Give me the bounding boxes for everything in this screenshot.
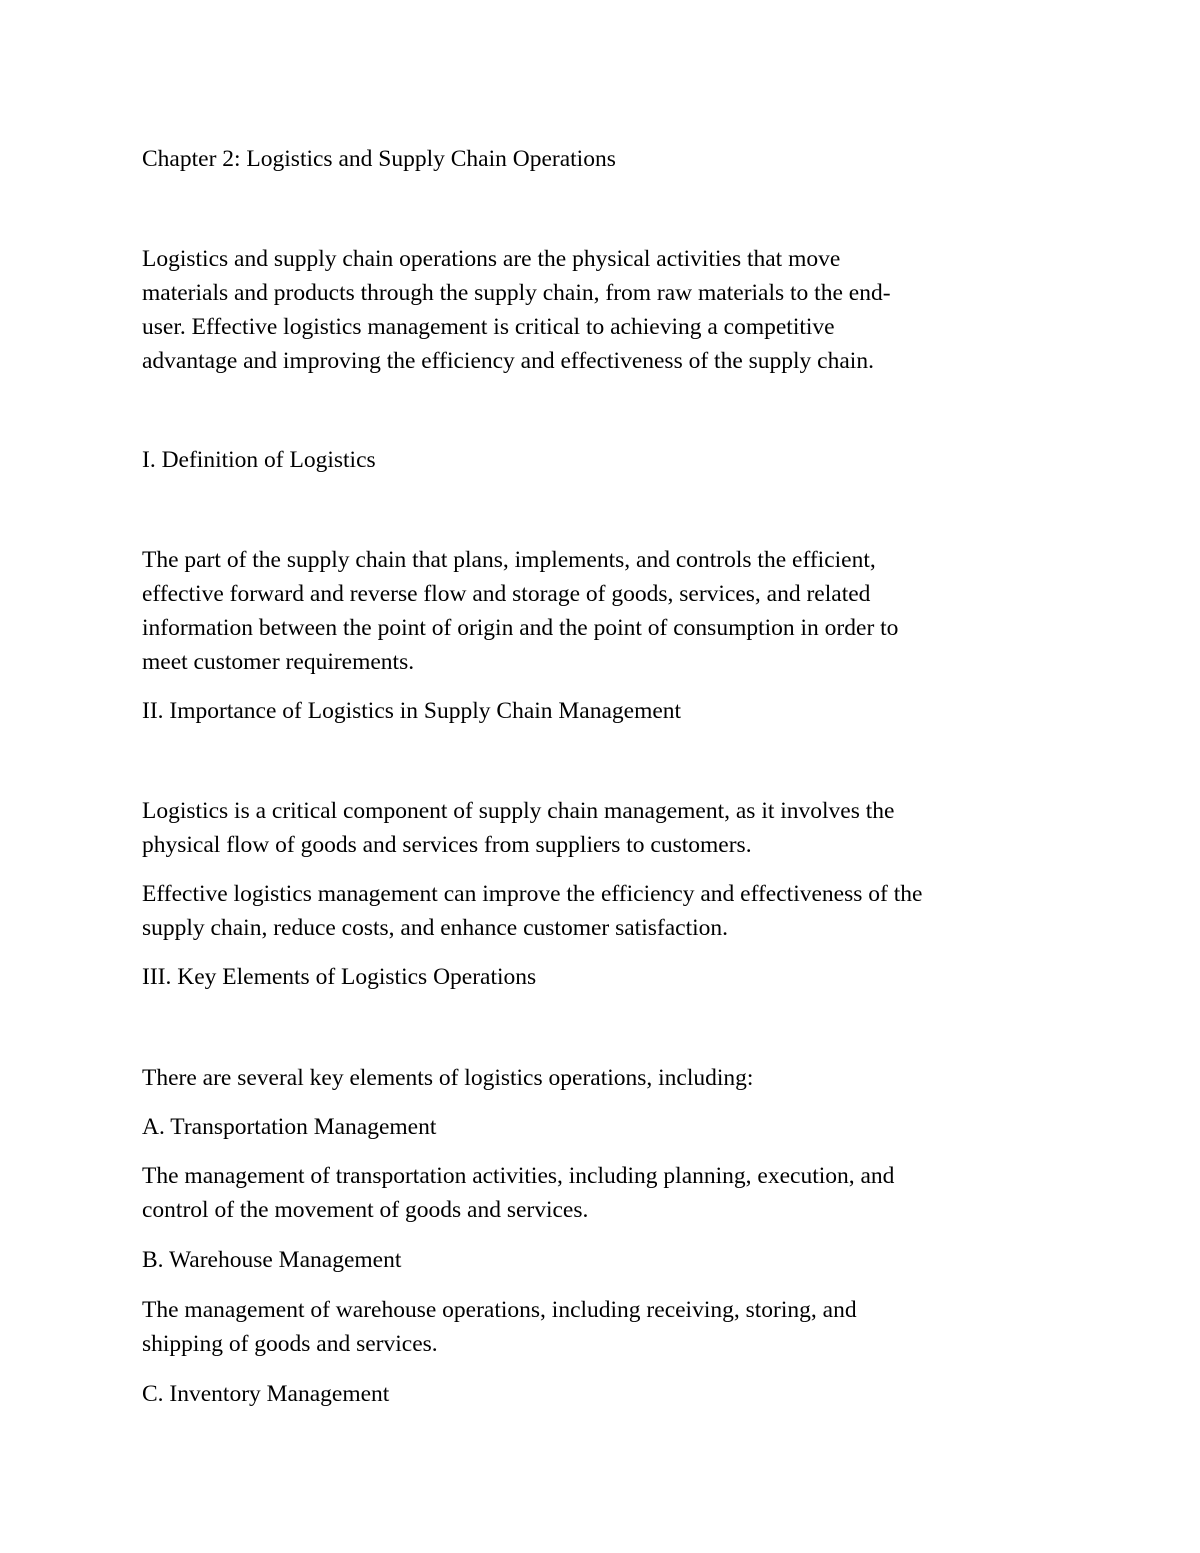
subheading-warehouse: B. Warehouse Management — [142, 1247, 402, 1273]
intro-line: advantage and improving the efficiency and effectiveness of the supply chain. — [142, 348, 874, 374]
importance-line: supply chain, reduce costs, and enhance customer satisfaction. — [142, 915, 728, 941]
intro-line: Logistics and supply chain operations are the physical activities that move — [142, 246, 841, 272]
definition-line: The part of the supply chain that plans, implements, and controls the efficient, — [142, 547, 876, 573]
definition-line: information between the point of origin and the point of consumption in order to — [142, 615, 899, 641]
subheading-transportation: A. Transportation Management — [142, 1114, 437, 1140]
warehouse-line: shipping of goods and services. — [142, 1331, 438, 1357]
key-elements-intro: There are several key elements of logistics operations, including: — [142, 1065, 754, 1091]
importance-line: physical flow of goods and services from suppliers to customers. — [142, 832, 752, 858]
importance-line: Effective logistics management can improve the efficiency and effectiveness of the — [142, 881, 923, 907]
importance-line: Logistics is a critical component of supply chain management, as it involves the — [142, 798, 895, 824]
intro-line: user. Effective logistics management is critical to achieving a competitive — [142, 314, 835, 340]
intro-line: materials and products through the supply chain, from raw materials to the end- — [142, 280, 891, 306]
section-heading-definition: I. Definition of Logistics — [142, 447, 376, 473]
definition-line: meet customer requirements. — [142, 649, 415, 675]
definition-line: effective forward and reverse flow and storage of goods, services, and related — [142, 581, 871, 607]
subheading-inventory: C. Inventory Management — [142, 1381, 390, 1407]
warehouse-line: The management of warehouse operations, including receiving, storing, and — [142, 1297, 857, 1323]
section-heading-key-elements: III. Key Elements of Logistics Operations — [142, 964, 537, 990]
chapter-title: Chapter 2: Logistics and Supply Chain Operations — [142, 146, 616, 172]
section-heading-importance: II. Importance of Logistics in Supply Chain Management — [142, 698, 682, 724]
transportation-line: control of the movement of goods and services. — [142, 1197, 589, 1223]
transportation-line: The management of transportation activities, including planning, execution, and — [142, 1163, 895, 1189]
